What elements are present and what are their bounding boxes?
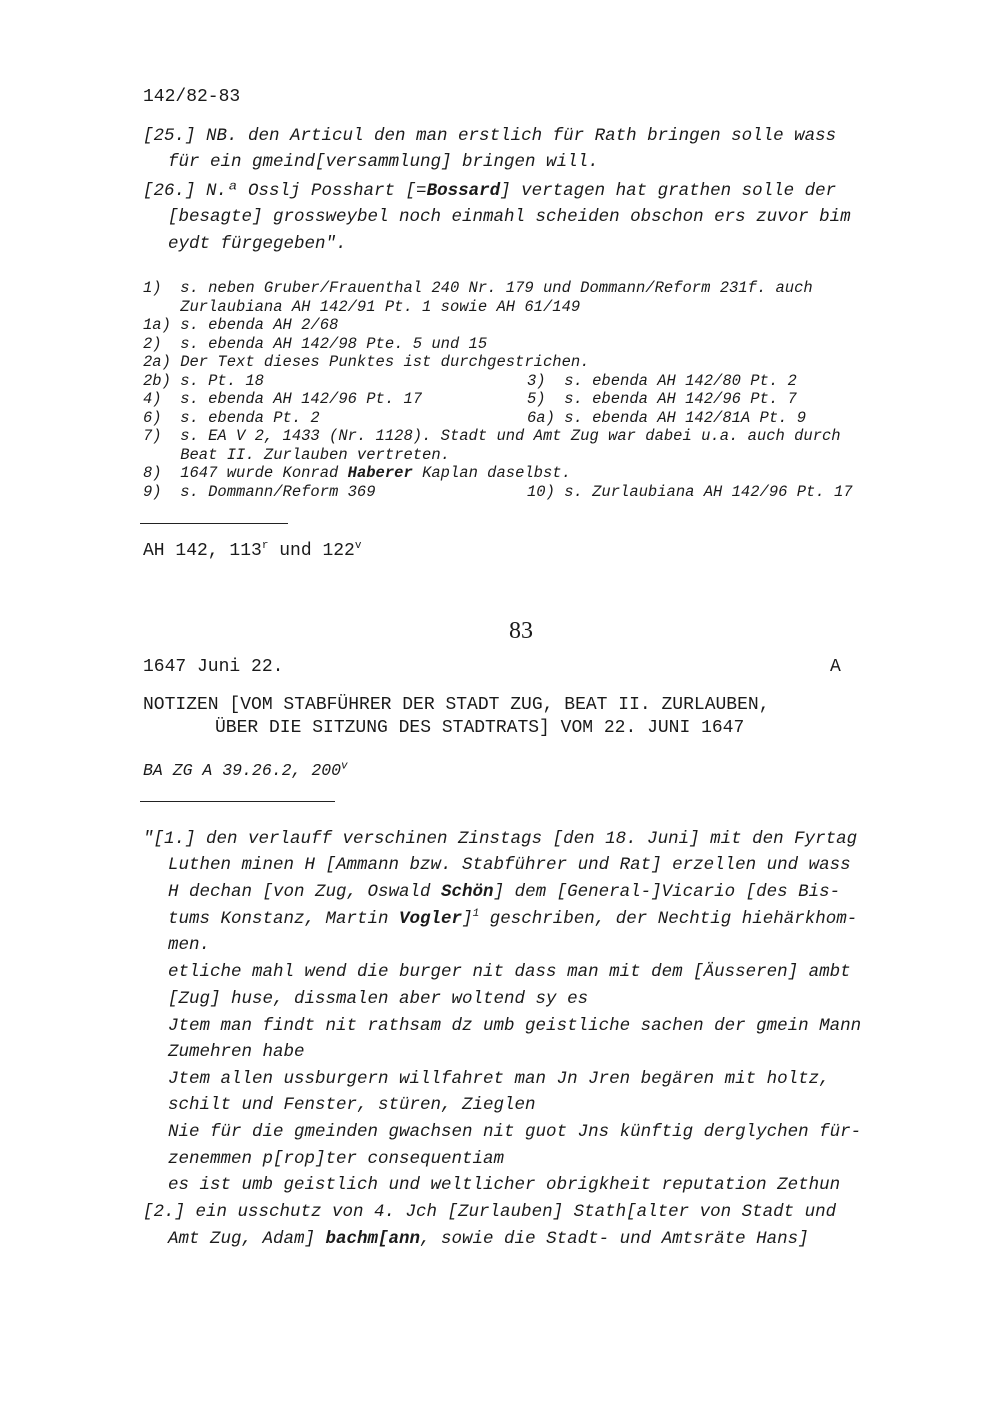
footnote-3: 3) s. ebenda AH 142/80 Pt. 2 [527,372,797,390]
body-line-4-b: ] [462,909,473,929]
body-line-12: Nie für die gmeinden gwachsen nit guot Jns künftig derglychen für- [168,1122,862,1142]
body-name-bachmann: bachm[ann [325,1229,421,1249]
section-divider [140,523,288,524]
footnote-2: 2) s. ebenda AH 142/98 Pte. 5 und 15 [143,335,488,353]
footnote-4: 4) s. ebenda AH 142/96 Pt. 17 [143,390,423,408]
footnote-8 [143,464,571,483]
body-line-10: Jtem allen ussburgern willfahret man Jn Jren begären mit holtz, [168,1069,830,1089]
body-line-16-a: Amt Zug, Adam] [168,1229,326,1249]
body-line-1: "[1.] den verlauff verschinen Zinstags [den 18. Juni] mit den Fyrtag [143,829,858,849]
document-number: 83 [509,618,533,644]
body-line-5: men. [168,935,211,955]
footnote-8-bold-name: Haberer [347,464,413,482]
paragraph-26-number: [26.] [143,181,196,201]
body-line-2: Luthen minen H [Ammann bzw. Stabführer und Rat] erzellen und wass [168,855,851,875]
body-line-16-b: , sowie die Stadt- und Amtsräte Hans] [420,1229,809,1249]
paragraph-26-bold-name: Bossard [426,181,501,201]
body-line-4 [168,906,857,933]
footnote-9: 9) s. Dommann/Reform 369 [143,483,376,501]
document-letter: A [830,657,841,677]
paragraph-26-line-3: eydt fürgegeben". [168,234,347,254]
body-line-4-c: geschriben, der Nechtig hiehärkhom- [479,909,858,929]
body-name-vogler: Vogler [399,909,463,929]
footnote-8-text-b: Kaplan daselbst. [412,464,571,482]
paragraph-25-line-1 [143,123,836,150]
footnote-1-line-1: 1) s. neben Gruber/Frauenthal 240 Nr. 179 und Dommann/Reform 231f. auch [143,279,813,297]
archive-source [143,541,361,561]
paragraph-25-line-2: für ein gmeind[versammlung] bringen will. [168,152,599,172]
archive-source-sup-r: r [261,540,269,552]
body-line-3-b: ] dem [General-]Vicario [des Bis- [493,882,841,902]
body-name-schoen: Schön [441,882,494,902]
body-line-11: schilt und Fenster, stüren, Zieglen [168,1095,536,1115]
footnote-2b: 2b) s. Pt. 18 [143,372,264,390]
footnote-2a: 2a) Der Text dieses Punktes ist durchgestrichen. [143,353,590,371]
body-line-14: es ist umb geistlich und weltlicher obrigkheit reputation Zethun [168,1175,841,1195]
paragraph-26-text-b: ] vertagen hat grathen solle der [500,181,837,201]
body-line-16 [168,1226,809,1253]
footnote-1-line-2: Zurlaubiana AH 142/91 Pt. 1 sowie AH 61/149 [143,298,581,316]
footnote-6a: 6a) s. ebenda AH 142/81A Pt. 9 [527,409,807,427]
body-line-9: Zumehren habe [168,1042,305,1062]
archive-source-mid: und 122 [268,541,355,561]
page-reference: 142/82-83 [143,87,241,107]
document-title-line-1: NOTIZEN [VOM STABFÜHRER DER STADT ZUG, BEAT II. ZURLAUBEN, [143,695,770,715]
archive-source-sup-v: v [354,540,362,552]
body-footnote-ref-1: 1 [472,908,480,921]
footnote-5: 5) s. ebenda AH 142/96 Pt. 7 [527,390,797,408]
body-line-6: etliche mahl wend die burger nit dass man mit dem [Äusseren] ambt [168,962,851,982]
footnote-7-line-2: Beat II. Zurlauben vertreten. [143,446,450,464]
body-line-3 [168,879,840,906]
archive-source-text: AH 142, 113 [143,541,262,561]
paragraph-26-line-2: [besagte] grossweybel noch einmahl scheiden obschon ers zuvor bim [168,207,851,227]
footnote-10: 10) s. Zurlaubiana AH 142/96 Pt. 17 [527,483,853,501]
document-source [143,761,348,780]
document-title-line-2: ÜBER DIE SITZUNG DES STADTRATS] VOM 22. JUNI 1647 [215,718,745,738]
body-line-3-a: H dechan [von Zug, Oswald [168,882,442,902]
body-line-4-a: tums Konstanz, Martin [168,909,400,929]
body-line-8: Jtem man findt nit rathsam dz umb geistliche sachen der gmein Mann [168,1016,862,1036]
body-line-7: [Zug] huse, dissmalen aber woltend sy es [168,989,589,1009]
document-date: 1647 Juni 22. [143,657,284,677]
footnote-1a: 1a) s. ebenda AH 2/68 [143,316,339,334]
footnote-6: 6) s. ebenda Pt. 2 [143,409,320,427]
document-source-text: BA ZG A 39.26.2, 200 [143,761,342,780]
paragraph-25-text: NB. den Articul den man erstlich für Rath bringen solle wass [195,126,837,146]
body-line-15: [2.] ein usschutz von 4. Jch [Zurlauben] Stath[alter von Stadt und [143,1202,837,1222]
footnote-7-line-1: 7) s. EA V 2, 1433 (Nr. 1128). Stadt und Amt Zug war dabei u.a. auch durch [143,427,841,445]
footnote-8-text-a: 8) 1647 wurde Konrad [143,464,348,482]
document-source-sup: v [341,760,348,773]
section-divider-2 [140,801,335,802]
body-line-13: zenemmen p[rop]ter consequentiam [168,1149,505,1169]
paragraph-26-line-1 [143,178,836,205]
paragraph-25-number: [25.] [143,126,196,146]
paragraph-26-text-a: N.ª Osslj Posshart [= [195,181,427,201]
